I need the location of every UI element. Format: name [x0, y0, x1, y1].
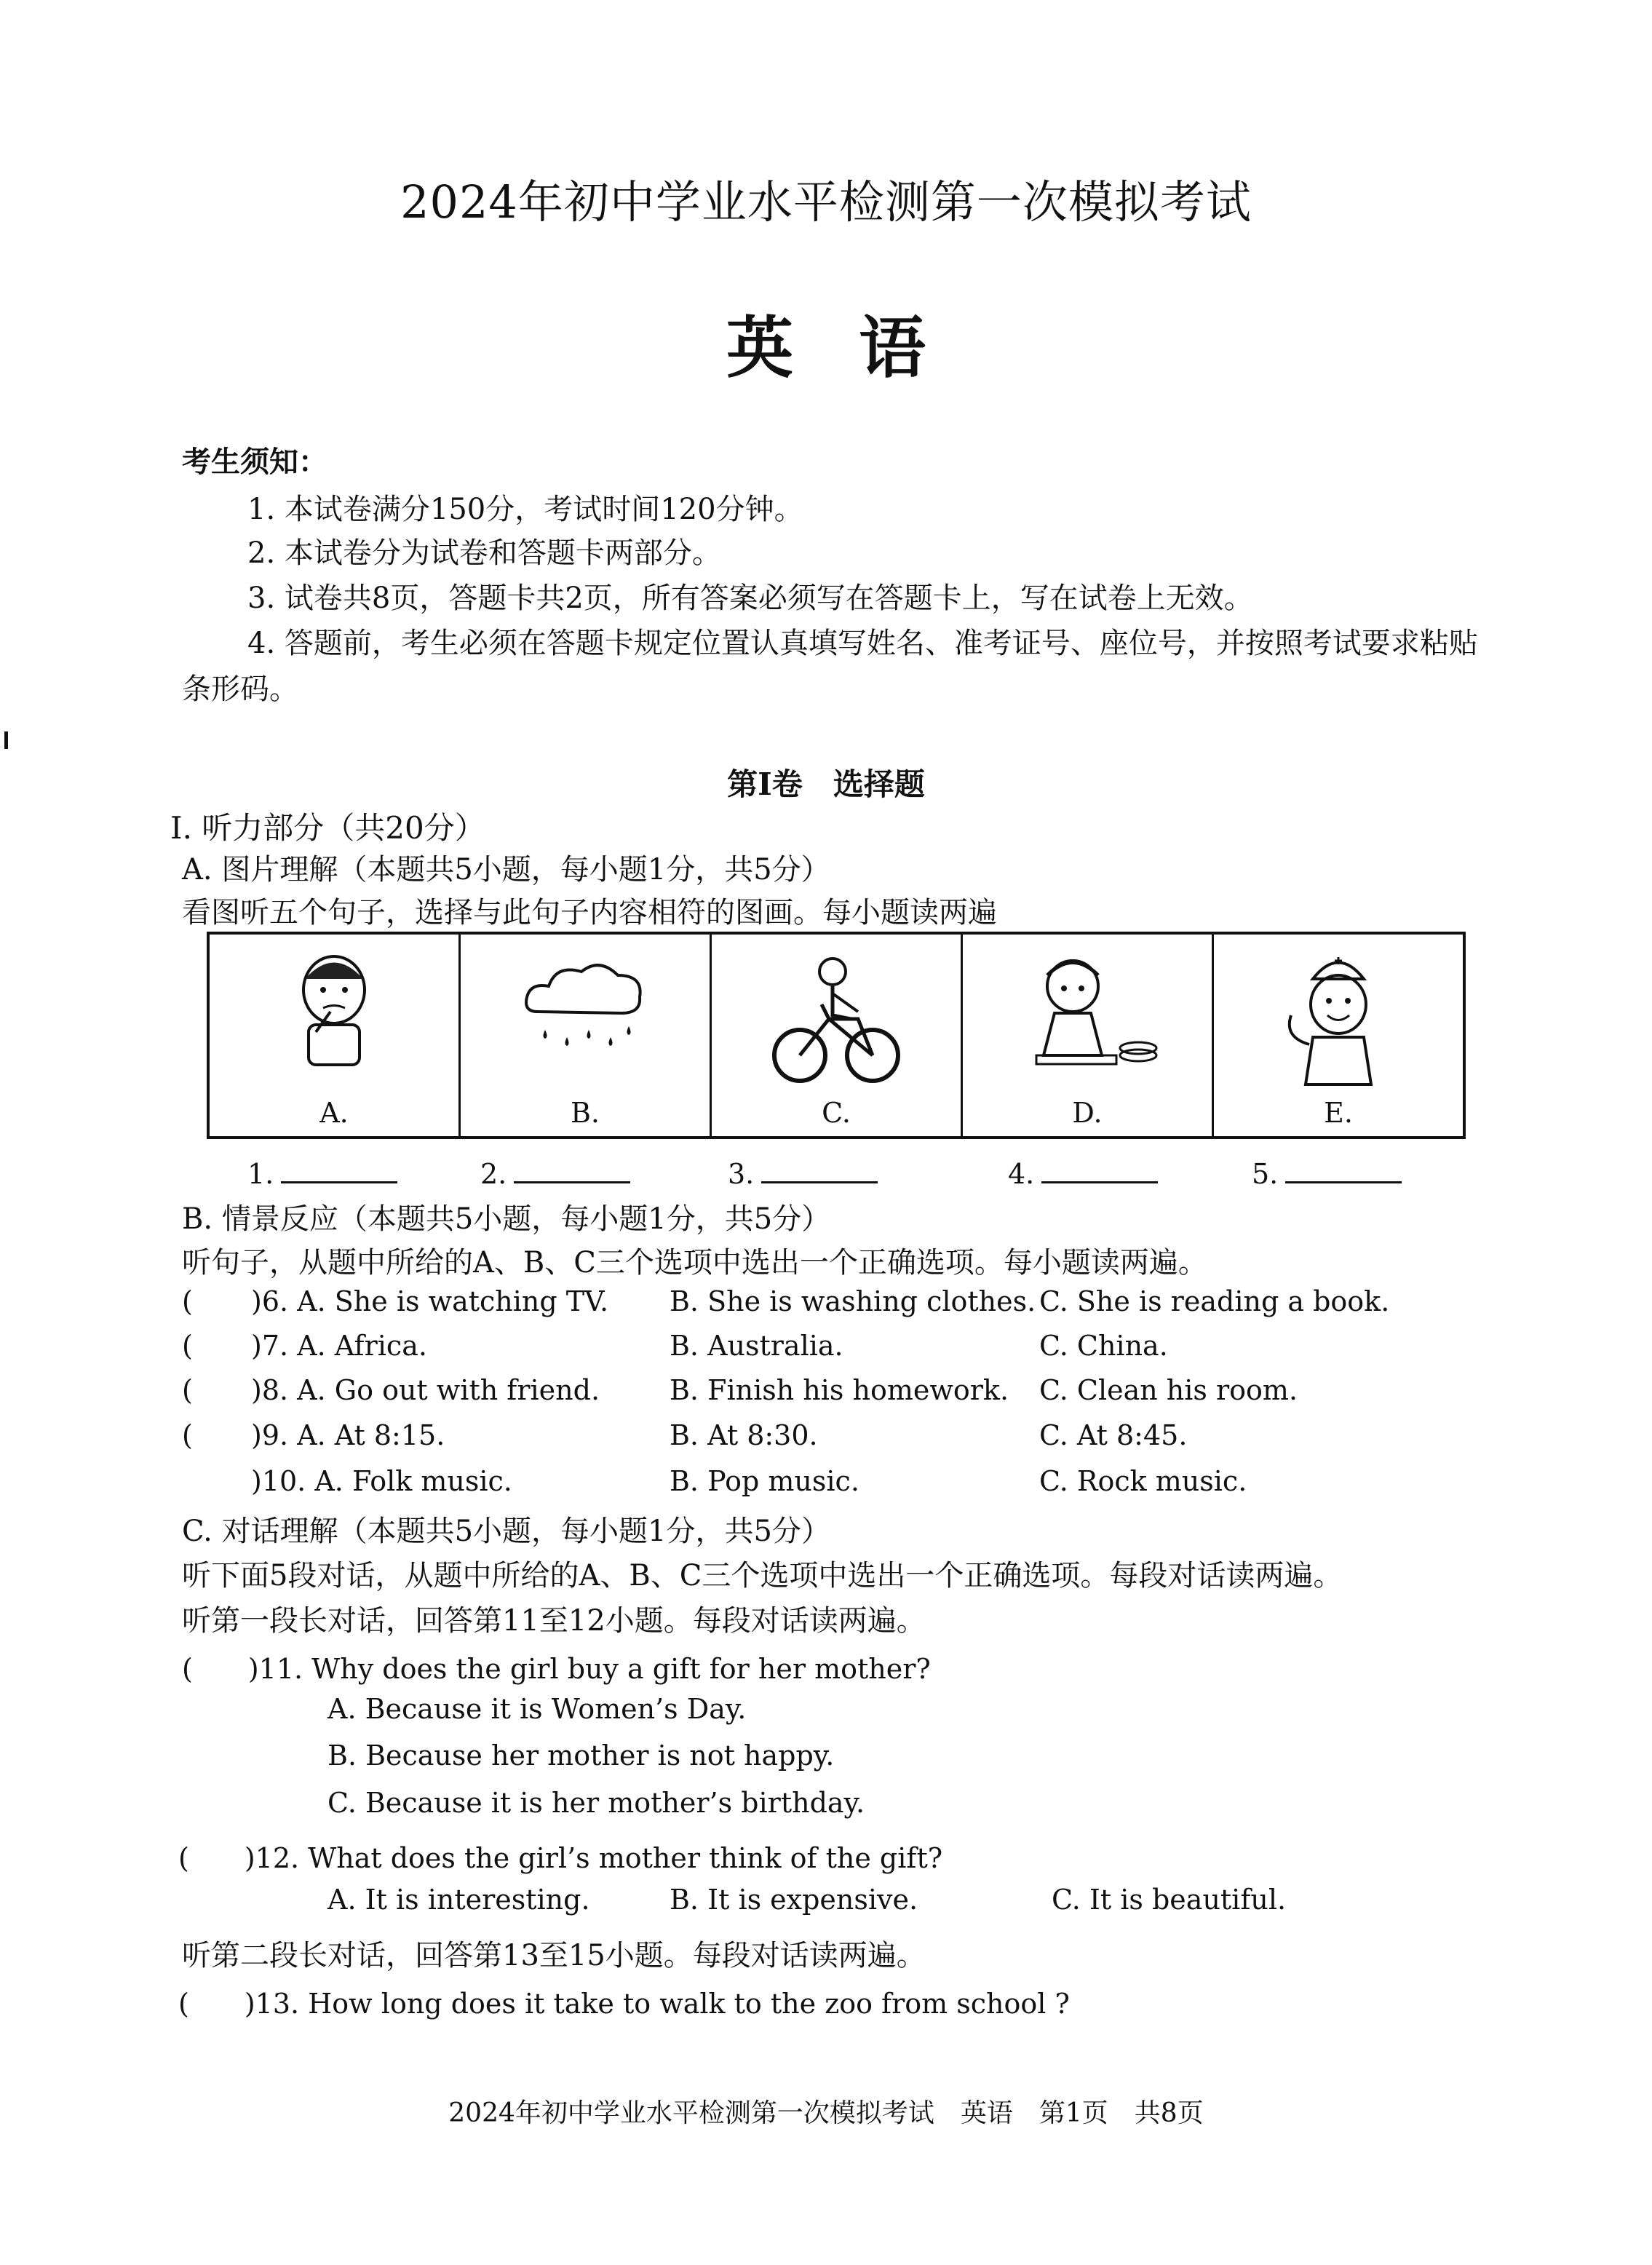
note-item: 4. 答题前，考生必须在答题卡规定位置认真填写姓名、准考证号、座位号，并按照考试要求粘贴: [247, 627, 1478, 660]
question-11-option-b: B. Because her mother is not happy.: [327, 1740, 835, 1772]
sick-boy-icon: [287, 946, 381, 1084]
question-8-option-a: )8. A. Go out with friend.: [251, 1374, 600, 1406]
question-8-option-b: B. Finish his homework.: [670, 1374, 1009, 1406]
note-item: 条形码。: [182, 673, 298, 706]
question-11-option-a: A. Because it is Women’s Day.: [327, 1693, 747, 1725]
picture-label: D.: [1072, 1097, 1103, 1129]
dialog-2-instruction: 听第二段长对话，回答第13至15小题。每段对话读两遍。: [182, 1939, 926, 1972]
rain-cloud-icon: [516, 946, 654, 1084]
notes-heading: 考生须知：: [182, 445, 327, 479]
question-12-option-a: A. It is interesting.: [327, 1884, 590, 1916]
question-7-option-a: )7. A. Africa.: [251, 1330, 427, 1362]
subject-title: 英语: [726, 309, 991, 387]
scan-mark: [4, 731, 8, 749]
answer-blank-2[interactable]: 2.: [480, 1154, 630, 1190]
question-6-paren[interactable]: (: [182, 1285, 193, 1317]
question-13[interactable]: ( )13. How long does it take to walk to the zoo from school ?: [178, 1988, 1070, 2020]
picture-cell-a: [210, 935, 461, 1136]
question-12[interactable]: ( )12. What does the girl’s mother think of the gift?: [178, 1842, 943, 1874]
question-10-option-a: )10. A. Folk music.: [251, 1465, 512, 1497]
partC-heading: C. 对话理解（本题共5小题，每小题1分，共5分）: [182, 1515, 830, 1548]
question-10-option-b: B. Pop music.: [670, 1465, 859, 1497]
partA-instruction: 看图听五个句子，选择与此句子内容相符的图画。每小题读两遍: [182, 896, 997, 929]
doctor-icon: [1276, 946, 1400, 1088]
picture-label: B.: [570, 1097, 600, 1129]
note-item: 2. 本试卷分为试卷和答题卡两部分。: [247, 536, 721, 570]
partA-heading: A. 图片理解（本题共5小题，每小题1分，共5分）: [182, 853, 830, 886]
bicycle-icon: [763, 946, 909, 1092]
page-footer: 2024年初中学业水平检测第一次模拟考试 英语 第1页 共8页: [448, 2098, 1204, 2128]
section-title: 第Ⅰ卷 选择题: [727, 766, 925, 802]
picture-cell-d: [963, 935, 1214, 1136]
dialog-1-instruction: 听第一段长对话，回答第11至12小题。每段对话读两遍。: [182, 1604, 926, 1638]
listening-heading: Ⅰ. 听力部分（共20分）: [170, 810, 485, 846]
picture-cell-e: [1214, 935, 1463, 1136]
question-11[interactable]: ( )11. Why does the girl buy a gift for her mother?: [182, 1653, 931, 1685]
picture-table: [207, 932, 1466, 1139]
picture-cell-b: [461, 935, 712, 1136]
answer-blank-1[interactable]: 1.: [247, 1154, 397, 1190]
question-9-option-c: C. At 8:45.: [1039, 1419, 1188, 1451]
exam-title: 2024年初中学业水平检测第一次模拟考试: [400, 175, 1252, 229]
question-6-option-a: )6. A. She is watching TV.: [251, 1285, 609, 1317]
partC-instruction: 听下面5段对话，从题中所给的A、B、C三个选项中选出一个正确选项。每段对话读两遍。: [182, 1559, 1343, 1592]
picture-label: C.: [822, 1097, 851, 1129]
note-item: 1. 本试卷满分150分，考试时间120分钟。: [247, 493, 803, 526]
partB-instruction: 听句子，从题中所给的A、B、C三个选项中选出一个正确选项。每小题读两遍。: [182, 1246, 1207, 1280]
partB-heading: B. 情景反应（本题共5小题，每小题1分，共5分）: [182, 1202, 831, 1236]
question-8-paren[interactable]: (: [182, 1374, 193, 1406]
answer-blank-3[interactable]: 3.: [728, 1154, 878, 1190]
girl-washing-dishes-icon: [1014, 946, 1160, 1084]
picture-label: E.: [1324, 1097, 1353, 1129]
question-7-option-b: B. Australia.: [670, 1330, 843, 1362]
question-6-option-b: B. She is washing clothes.: [670, 1285, 1036, 1317]
question-9-option-a: )9. A. At 8:15.: [251, 1419, 445, 1451]
answer-blank-5[interactable]: 5.: [1252, 1154, 1402, 1190]
note-item: 3. 试卷共8页，答题卡共2页，所有答案必须写在答题卡上，写在试卷上无效。: [247, 582, 1253, 615]
question-12-option-b: B. It is expensive.: [670, 1884, 918, 1916]
answer-blank-4[interactable]: 4.: [1008, 1154, 1158, 1190]
question-7-option-c: C. China.: [1039, 1330, 1168, 1362]
question-12-option-c: C. It is beautiful.: [1052, 1884, 1287, 1916]
question-10-option-c: C. Rock music.: [1039, 1465, 1247, 1497]
question-9-option-b: B. At 8:30.: [670, 1419, 818, 1451]
question-8-option-c: C. Clean his room.: [1039, 1374, 1298, 1406]
picture-label: A.: [319, 1097, 349, 1129]
question-7-paren[interactable]: (: [182, 1330, 193, 1362]
picture-cell-c: [712, 935, 963, 1136]
question-6-option-c: C. She is reading a book.: [1039, 1285, 1390, 1317]
question-11-option-c: C. Because it is her mother’s birthday.: [327, 1787, 865, 1819]
question-9-paren[interactable]: (: [182, 1419, 193, 1451]
